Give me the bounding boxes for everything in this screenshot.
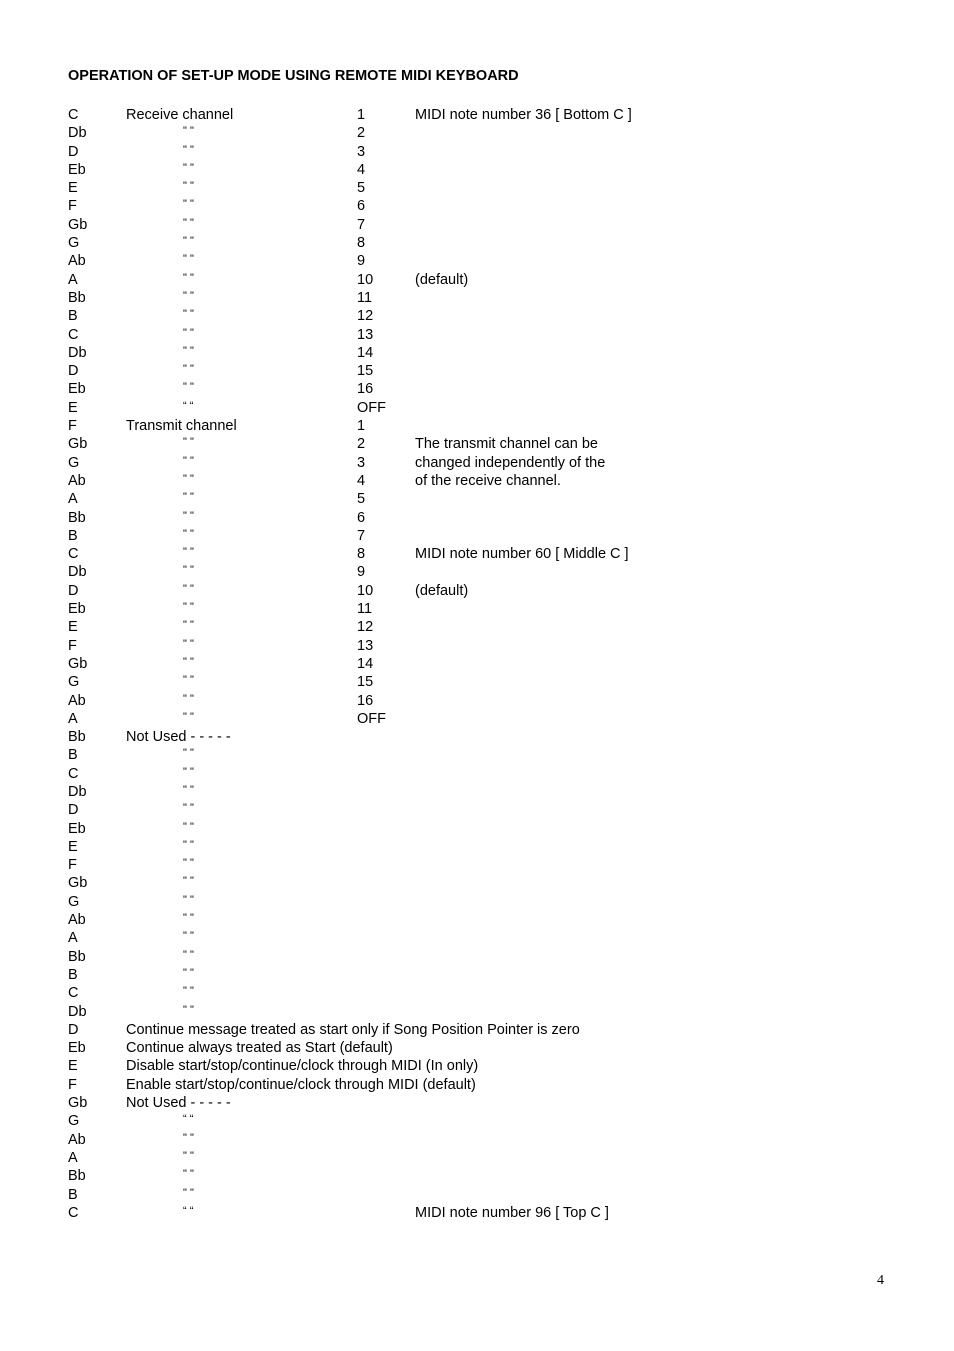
- ditto-mark: " ": [183, 802, 194, 815]
- ditto-mark: " ": [183, 564, 194, 577]
- note-cell: Gb: [68, 655, 88, 672]
- ditto-mark: " ": [183, 143, 194, 156]
- note-cell: E: [68, 1058, 78, 1075]
- ditto-mark: " ": [183, 308, 194, 321]
- channel-cell: 5: [357, 180, 366, 197]
- ditto-mark: " ": [183, 966, 194, 979]
- note-cell: G: [68, 893, 80, 910]
- comment-cell: MIDI note number 60 [ Middle C ]: [415, 546, 629, 563]
- channel-cell: 6: [357, 198, 366, 215]
- channel-cell: OFF: [357, 399, 386, 416]
- ditto-mark: " ": [183, 637, 194, 650]
- channel-cell: 14: [357, 344, 374, 361]
- channel-cell: 9: [357, 564, 366, 581]
- comment-cell: of the receive channel.: [415, 472, 561, 489]
- note-cell: Db: [68, 1003, 87, 1020]
- note-cell: D: [68, 143, 79, 160]
- note-cell: Ab: [68, 253, 86, 270]
- channel-cell: 16: [357, 381, 374, 398]
- note-cell: C: [68, 107, 79, 123]
- note-cell: B: [68, 747, 78, 764]
- note-cell: Gb: [68, 1095, 88, 1112]
- note-cell: Gb: [68, 875, 88, 892]
- ditto-mark: “ “: [183, 1113, 194, 1126]
- note-cell: F: [68, 637, 77, 654]
- ditto-mark: " ": [183, 692, 194, 705]
- channel-cell: 11: [357, 601, 373, 618]
- function-cell: Continue always treated as Start (default): [126, 1040, 393, 1057]
- note-cell: C: [68, 546, 79, 563]
- channel-cell: 12: [357, 308, 374, 325]
- note-cell: Gb: [68, 216, 88, 233]
- note-cell: G: [68, 1113, 80, 1130]
- channel-cell: 3: [357, 454, 366, 471]
- note-cell: F: [68, 198, 77, 215]
- ditto-mark: " ": [183, 271, 194, 284]
- ditto-mark: " ": [183, 1003, 194, 1016]
- ditto-mark: “ “: [183, 399, 194, 412]
- ditto-mark: " ": [183, 235, 194, 248]
- note-cell: D: [68, 363, 79, 380]
- function-cell: Transmit channel: [126, 418, 237, 435]
- comment-cell: MIDI note number 36 [ Bottom C ]: [415, 107, 632, 123]
- note-cell: C: [68, 765, 79, 782]
- ditto-mark: " ": [183, 783, 194, 796]
- channel-cell: 2: [357, 125, 366, 142]
- ditto-mark: " ": [183, 253, 194, 266]
- note-cell: A: [68, 930, 78, 947]
- note-cell: Ab: [68, 692, 86, 709]
- function-cell: Enable start/stop/continue/clock through MIDI (default): [126, 1076, 476, 1093]
- ditto-mark: " ": [183, 161, 194, 174]
- note-cell: B: [68, 1186, 78, 1203]
- ditto-mark: " ": [183, 436, 194, 449]
- channel-cell: 13: [357, 637, 374, 654]
- ditto-mark: " ": [183, 454, 194, 467]
- ditto-mark: " ": [183, 216, 194, 229]
- ditto-mark: " ": [183, 381, 194, 394]
- note-cell: C: [68, 985, 79, 1002]
- note-cell: D: [68, 1021, 79, 1038]
- channel-cell: 1: [357, 107, 366, 123]
- note-cell: B: [68, 527, 78, 544]
- channel-cell: 10: [357, 582, 374, 599]
- note-cell: Eb: [68, 161, 86, 178]
- function-cell: Receive channel: [126, 107, 234, 123]
- note-cell: A: [68, 710, 78, 727]
- note-cell: Gb: [68, 436, 88, 453]
- ditto-mark: " ": [183, 1186, 194, 1199]
- note-cell: C: [68, 1204, 79, 1221]
- note-cell: F: [68, 418, 77, 435]
- note-cell: A: [68, 491, 78, 508]
- channel-cell: 8: [357, 546, 366, 563]
- ditto-mark: " ": [183, 125, 194, 138]
- note-cell: C: [68, 326, 79, 343]
- ditto-mark: " ": [183, 344, 194, 357]
- ditto-mark: " ": [183, 619, 194, 632]
- comment-cell: (default): [415, 271, 469, 288]
- function-cell: Continue message treated as start only if Song Position Pointer is zero: [126, 1021, 580, 1038]
- ditto-mark: " ": [183, 509, 194, 522]
- ditto-mark: " ": [183, 838, 194, 851]
- note-cell: Db: [68, 564, 87, 581]
- ditto-mark: " ": [183, 875, 194, 888]
- ditto-mark: " ": [183, 326, 194, 339]
- channel-cell: 13: [357, 326, 374, 343]
- channel-cell: 4: [357, 472, 366, 489]
- ditto-mark: " ": [183, 747, 194, 760]
- ditto-mark: " ": [183, 655, 194, 668]
- channel-cell: 15: [357, 674, 374, 691]
- note-cell: Eb: [68, 820, 86, 837]
- ditto-mark: " ": [183, 857, 194, 870]
- page-title: OPERATION OF SET-UP MODE USING REMOTE MIDI KEYBOARD: [68, 68, 519, 84]
- ditto-mark: " ": [183, 893, 194, 906]
- function-cell: Disable start/stop/continue/clock through MIDI (In only): [126, 1058, 479, 1075]
- ditto-mark: " ": [183, 820, 194, 833]
- note-cell: B: [68, 966, 78, 983]
- note-cell: Db: [68, 125, 87, 142]
- note-cell: G: [68, 454, 80, 471]
- note-cell: Eb: [68, 601, 86, 618]
- note-cell: D: [68, 582, 79, 599]
- channel-cell: 10: [357, 271, 374, 288]
- note-cell: B: [68, 308, 78, 325]
- ditto-mark: " ": [183, 1131, 194, 1144]
- page-number: 4: [877, 1273, 884, 1288]
- note-cell: Bb: [68, 289, 86, 306]
- ditto-mark: " ": [183, 674, 194, 687]
- ditto-mark: " ": [183, 930, 194, 943]
- comment-cell: (default): [415, 582, 469, 599]
- function-cell: Not Used - - - - -: [126, 729, 231, 746]
- channel-cell: 7: [357, 216, 366, 233]
- channel-cell: 16: [357, 692, 374, 709]
- channel-cell: 9: [357, 253, 366, 270]
- note-cell: F: [68, 1076, 77, 1093]
- note-cell: G: [68, 235, 80, 252]
- note-cell: Ab: [68, 1131, 86, 1148]
- channel-cell: OFF: [357, 710, 386, 727]
- note-cell: Db: [68, 783, 87, 800]
- note-cell: Db: [68, 344, 87, 361]
- channel-cell: 7: [357, 527, 366, 544]
- ditto-mark: " ": [183, 472, 194, 485]
- note-cell: Bb: [68, 509, 86, 526]
- ditto-mark: " ": [183, 912, 194, 925]
- channel-cell: 5: [357, 491, 366, 508]
- function-cell: Not Used - - - - -: [126, 1095, 231, 1112]
- channel-cell: 6: [357, 509, 366, 526]
- note-cell: A: [68, 1149, 78, 1166]
- ditto-mark: " ": [183, 198, 194, 211]
- note-cell: E: [68, 619, 78, 636]
- note-cell: Bb: [68, 948, 86, 965]
- note-cell: Ab: [68, 912, 86, 929]
- ditto-mark: " ": [183, 985, 194, 998]
- note-cell: Ab: [68, 472, 86, 489]
- ditto-mark: " ": [183, 1168, 194, 1181]
- channel-cell: 2: [357, 436, 366, 453]
- ditto-mark: " ": [183, 601, 194, 614]
- comment-cell: MIDI note number 96 [ Top C ]: [415, 1204, 609, 1221]
- note-cell: G: [68, 674, 80, 691]
- ditto-mark: " ": [183, 765, 194, 778]
- comment-cell: The transmit channel can be: [415, 436, 598, 453]
- note-cell: Eb: [68, 381, 86, 398]
- ditto-mark: " ": [183, 491, 194, 504]
- channel-cell: 15: [357, 363, 374, 380]
- note-cell: Bb: [68, 729, 86, 746]
- ditto-mark: " ": [183, 948, 194, 961]
- channel-cell: 1: [357, 418, 366, 435]
- channel-cell: 12: [357, 619, 374, 636]
- note-cell: E: [68, 180, 78, 197]
- note-cell: A: [68, 271, 78, 288]
- ditto-mark: " ": [183, 582, 194, 595]
- ditto-mark: " ": [183, 289, 194, 302]
- ditto-mark: " ": [183, 527, 194, 540]
- note-cell: Bb: [68, 1168, 86, 1185]
- ditto-mark: " ": [183, 180, 194, 193]
- channel-cell: 4: [357, 161, 366, 178]
- channel-cell: 11: [357, 289, 373, 306]
- ditto-mark: " ": [183, 710, 194, 723]
- ditto-mark: " ": [183, 546, 194, 559]
- ditto-mark: “ “: [183, 1204, 194, 1217]
- ditto-mark: " ": [183, 363, 194, 376]
- note-cell: F: [68, 857, 77, 874]
- note-cell: E: [68, 399, 78, 416]
- channel-cell: 8: [357, 235, 366, 252]
- note-cell: Eb: [68, 1040, 86, 1057]
- ditto-mark: " ": [183, 1149, 194, 1162]
- channel-cell: 3: [357, 143, 366, 160]
- note-cell: E: [68, 838, 78, 855]
- channel-cell: 14: [357, 655, 374, 672]
- comment-cell: changed independently of the: [415, 454, 606, 471]
- note-cell: D: [68, 802, 79, 819]
